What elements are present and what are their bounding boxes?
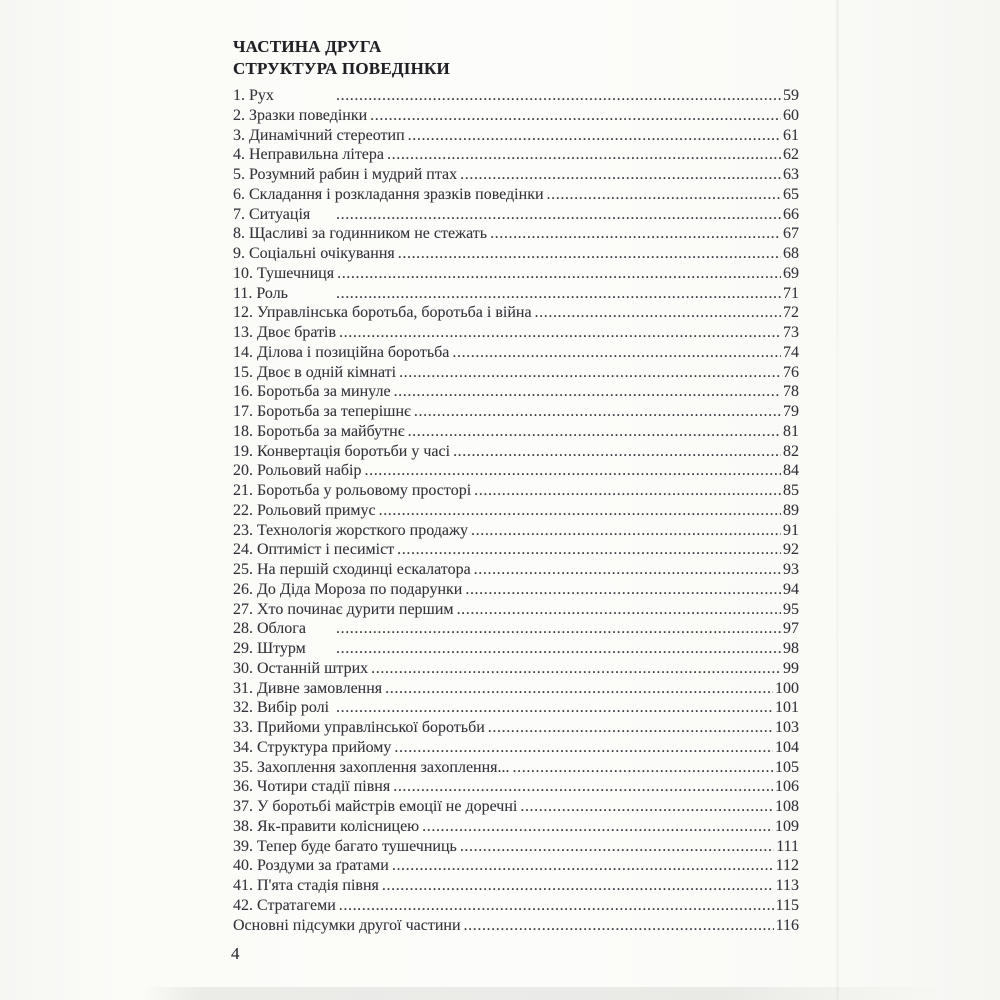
toc-entry	[233, 323, 799, 343]
toc-entry-page: 59	[783, 87, 799, 104]
toc-entry-page: 73	[783, 324, 799, 341]
toc-entry-title: 41. П'ята стадія півня	[233, 877, 379, 894]
toc-entry-title: 19. Конвертація боротьби у часі	[233, 442, 451, 460]
toc-entry-title: 23. Технологія жорсткого продажу	[233, 521, 469, 539]
toc-entry-title: 22. Рольовий примус	[233, 501, 376, 519]
toc-entry	[233, 461, 799, 481]
toc-entry-page: 108	[775, 798, 799, 815]
dot-leader	[460, 165, 781, 185]
toc-entry	[233, 698, 799, 718]
toc-entry	[233, 442, 799, 462]
section-heading: СТРУКТУРА ПОВЕДІНКИ	[233, 59, 450, 78]
dot-leader	[339, 896, 774, 916]
toc-entry	[233, 560, 799, 580]
dot-leader	[422, 817, 773, 837]
dot-leader	[336, 639, 781, 659]
toc-entry-title: 34. Структура прийому	[233, 738, 392, 756]
dot-leader	[387, 145, 781, 165]
page-number: 4	[231, 944, 240, 963]
toc-entry	[233, 244, 799, 264]
toc-entry-title: Основні підсумки другої частини	[233, 916, 461, 934]
toc-entry-page: 113	[775, 877, 799, 894]
dot-leader	[379, 501, 781, 521]
toc-entry-title: 26. До Діда Мороза по подарунки	[233, 580, 463, 598]
toc-entry-title: 2. Зразки поведінки	[233, 106, 368, 124]
toc-entry-title: 20. Рольовий набір	[233, 462, 362, 480]
toc-entry-title: 17. Боротьба за теперішнє	[233, 403, 411, 420]
toc-entry	[233, 758, 799, 778]
toc-entry	[233, 876, 799, 896]
toc-entry	[233, 284, 799, 304]
toc-entry-page: 115	[775, 896, 799, 914]
toc-entry	[233, 501, 799, 521]
dot-leader	[370, 106, 781, 126]
toc-entry-title: 33. Прийоми управлінської боротьби	[233, 719, 485, 736]
dot-leader	[520, 797, 773, 817]
toc-entry	[233, 738, 799, 758]
dot-leader	[460, 837, 774, 857]
toc-entry-page: 98	[783, 640, 799, 657]
toc-entry-title: 6. Складання і розкладання зразків поведінки	[233, 185, 544, 203]
toc-entry-page: 68	[783, 245, 799, 262]
toc-entry	[233, 837, 799, 857]
toc-entry	[233, 600, 799, 620]
toc-entry-title: 28. Облога	[233, 620, 306, 638]
toc-entry	[233, 817, 799, 837]
toc-entry	[233, 185, 799, 205]
toc-entry	[233, 264, 799, 284]
dot-leader	[490, 224, 781, 244]
toc-entry-title: 10. Тушечниця	[233, 264, 335, 282]
toc-entry-title: 32. Вибір ролі	[233, 699, 330, 717]
toc-entry-title: 1. Рух	[233, 87, 274, 104]
toc-entry-page: 81	[783, 422, 799, 440]
toc-entry-page: 99	[783, 659, 799, 677]
toc-entry-page: 69	[783, 264, 799, 282]
dot-leader	[399, 363, 781, 383]
toc-entry-page: 116	[775, 916, 799, 934]
toc-entry-page: 112	[775, 857, 799, 875]
toc-entry-page: 111	[776, 837, 799, 855]
dot-leader	[398, 244, 781, 264]
toc-entry	[233, 580, 799, 600]
toc-entry-title: 14. Ділова і позиційна боротьба	[233, 343, 450, 361]
toc-entry-title: 18. Боротьба за майбутнє	[233, 422, 405, 440]
dot-leader	[382, 876, 774, 896]
toc-entry	[233, 165, 799, 185]
toc-entry-page: 89	[783, 501, 799, 519]
dot-leader	[336, 205, 781, 225]
toc-entry-title: 38. Як-правити колісницею	[233, 817, 420, 835]
toc-entry-title: 12. Управлінська боротьба, боротьба і війна	[233, 304, 532, 322]
toc-entry	[233, 422, 799, 442]
toc-entry-title: 8. Щасливі за годинником не стежать	[233, 225, 488, 243]
toc-entry	[233, 619, 799, 639]
toc-entry-page: 94	[783, 580, 799, 598]
toc-entry-title: 13. Двоє братів	[233, 324, 337, 341]
toc-entry	[233, 106, 799, 126]
toc-entry-title: 25. На першій сходинці ескалатора	[233, 561, 471, 578]
dot-leader	[392, 856, 774, 876]
toc-entry-title: 37. У боротьбі майстрів емоції не доречні	[233, 798, 518, 815]
toc-entry-page: 71	[783, 284, 799, 302]
toc-entry-page: 109	[775, 817, 799, 835]
toc-entry-page: 66	[783, 205, 799, 223]
toc-entry-page: 106	[775, 778, 799, 796]
toc-entry-page: 104	[775, 738, 799, 756]
toc-entry	[233, 126, 799, 146]
toc-entry-title: 9. Соціальні очікування	[233, 245, 395, 262]
dot-leader	[474, 560, 781, 580]
toc-entry-title: 3. Динамічний стереотип	[233, 126, 405, 144]
toc-entry	[233, 343, 799, 363]
toc-entry-title: 29. Штурм	[233, 640, 306, 657]
toc-entry-page: 92	[783, 541, 799, 559]
dot-leader	[465, 580, 781, 600]
toc-entry-title: 31. Дивне замовлення	[233, 679, 383, 697]
toc-entry	[233, 382, 799, 402]
toc-entry-page: 101	[775, 699, 799, 717]
dot-leader	[453, 442, 781, 462]
dot-leader	[385, 679, 773, 699]
toc-entry	[233, 521, 799, 541]
toc-entry-page: 85	[783, 482, 799, 499]
dot-leader	[397, 540, 781, 560]
toc-entry-title: 35. Захоплення захоплення захоплення...	[233, 758, 510, 776]
dot-leader	[414, 402, 781, 422]
toc-entry-title: 30. Останній штрих	[233, 659, 369, 677]
toc-entry-title: 15. Двоє в одній кімнаті	[233, 363, 397, 381]
toc-entry-page: 63	[783, 166, 799, 183]
toc-entry-page: 93	[783, 561, 799, 578]
toc-entry	[233, 718, 799, 738]
toc-entry	[233, 896, 799, 916]
toc-entry-title: 21. Боротьба у рольовому просторі	[233, 482, 472, 499]
dot-leader	[336, 698, 773, 718]
toc-entry	[233, 224, 799, 244]
toc-entry	[233, 303, 799, 323]
dot-leader	[408, 422, 781, 442]
dot-leader	[464, 916, 774, 936]
toc-entry-title: 27. Хто починає дурити першим	[233, 600, 454, 618]
page-edge-shadow	[0, 987, 1000, 1000]
toc-entry-page: 61	[783, 126, 799, 144]
toc-entry-page: 100	[775, 679, 799, 697]
dot-leader	[547, 185, 781, 205]
toc-entry-title: 40. Роздуми за ґратами	[233, 857, 389, 875]
toc-entry-page: 67	[783, 225, 799, 243]
toc-entry-title: 42. Стратагеми	[233, 896, 336, 914]
toc-entry	[233, 205, 799, 225]
toc-entry-page: 91	[783, 521, 799, 539]
toc-entry-page: 76	[783, 363, 799, 381]
toc-entry-title: 24. Оптиміст і песиміст	[233, 541, 395, 559]
dot-leader	[471, 521, 781, 541]
part-heading: ЧАСТИНА ДРУГА	[233, 37, 382, 56]
page-edge-right	[836, 0, 839, 1000]
toc-entry	[233, 679, 799, 699]
toc-entry-title: 11. Роль	[233, 284, 288, 302]
toc-content	[233, 36, 799, 935]
dot-leader	[408, 126, 781, 146]
toc-entry-title: 16. Боротьба за минуле	[233, 383, 391, 401]
toc-entry	[233, 659, 799, 679]
dot-leader	[474, 481, 781, 501]
dot-leader	[488, 718, 773, 738]
toc-entry-page: 103	[775, 719, 799, 736]
toc-entry	[233, 777, 799, 797]
dot-leader	[336, 86, 781, 106]
toc-entry-page: 72	[783, 304, 799, 322]
toc-entry-title: 39. Тепер буде багато тушечниць	[233, 837, 457, 855]
toc-entry	[233, 86, 799, 106]
dot-leader	[337, 264, 781, 284]
toc-entry-page: 60	[783, 106, 799, 124]
toc-entry-page: 74	[783, 343, 799, 361]
toc-entry-page: 79	[783, 403, 799, 420]
toc-entry	[233, 797, 799, 817]
toc-entry-title: 5. Розумний рабин і мудрий птах	[233, 166, 458, 183]
toc-entry-title: 4. Неправильна літера	[233, 146, 385, 164]
toc-entry-page: 105	[775, 758, 799, 776]
toc-entry	[233, 856, 799, 876]
dot-leader	[371, 659, 781, 679]
dot-leader	[394, 382, 781, 402]
toc-entry-title: 7. Ситуація	[233, 205, 311, 223]
table-of-contents	[233, 86, 799, 935]
toc-entry-title: 36. Чотири стадії півня	[233, 778, 391, 796]
toc-entry	[233, 363, 799, 383]
toc-entry-page: 84	[783, 462, 799, 480]
dot-leader	[513, 758, 773, 778]
dot-leader	[457, 600, 781, 620]
dot-leader	[336, 284, 781, 304]
dot-leader	[535, 303, 781, 323]
dot-leader	[336, 619, 781, 639]
toc-entry-page: 65	[783, 185, 799, 203]
dot-leader	[394, 738, 773, 758]
dot-leader	[393, 777, 773, 797]
toc-entry-page: 97	[783, 620, 799, 638]
toc-entry	[233, 639, 799, 659]
toc-entry	[233, 402, 799, 422]
toc-entry-page: 82	[783, 442, 799, 460]
toc-entry	[233, 145, 799, 165]
toc-entry	[233, 481, 799, 501]
toc-entry-page: 95	[783, 600, 799, 618]
dot-leader	[365, 461, 782, 481]
toc-entry-page: 62	[783, 146, 799, 164]
toc-entry-page: 78	[783, 383, 799, 401]
toc-entry	[233, 540, 799, 560]
dot-leader	[339, 323, 781, 343]
dot-leader	[452, 343, 781, 363]
toc-entry	[233, 916, 799, 936]
